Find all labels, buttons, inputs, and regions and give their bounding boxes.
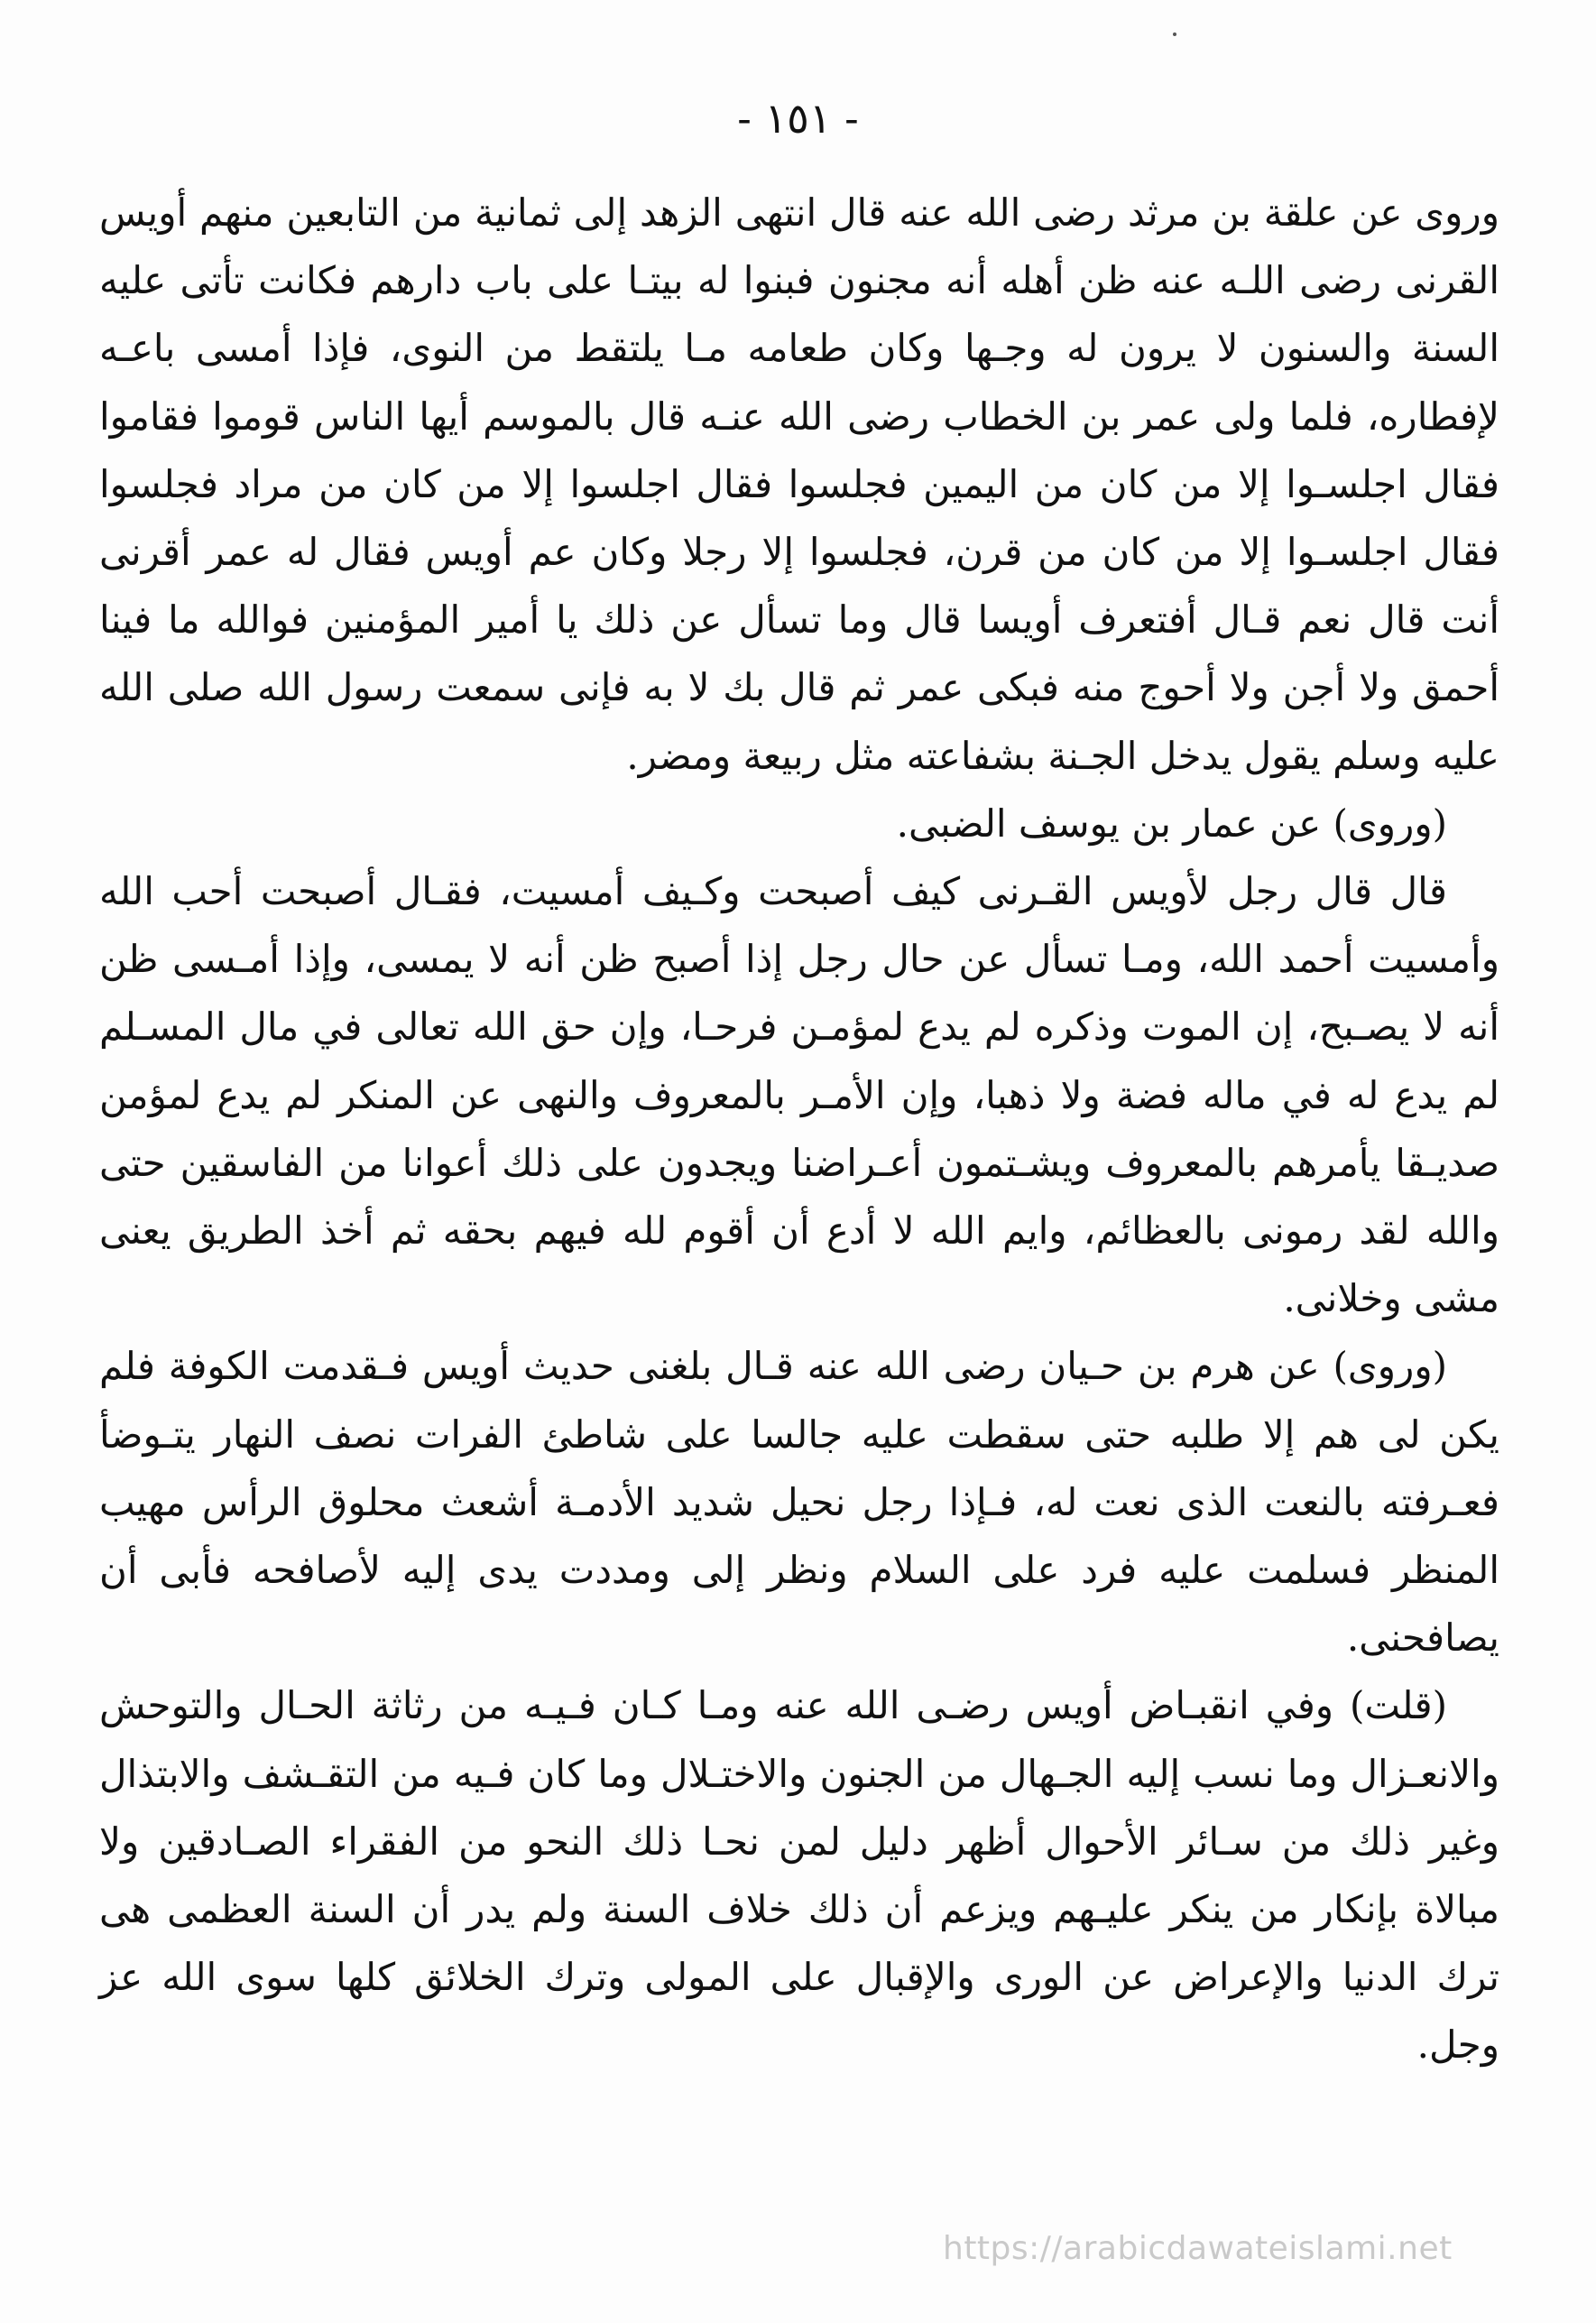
- paragraph: قال قال رجل لأويس القـرنى كيف أصبحت وكـيف أمسيت، فقـال أصبحت أحب الله وأمسيت أحمد الله، ومـا تسأل عن حال رجل إذا أصبح ظن أنه لا يمسى، وإذا أمـسى ظن أنه لا يصـبح، إن الموت وذكره لم يدع لمؤمـن فرحـا، وإن حق الله تعالى في مال المسـلم لم يدع له في ماله فضة ولا ذهبا، وإن الأمـر بالمعروف والنهى عن المنكر لم يدع لمؤمن صديـقا يأمرهم بالمعروف ويشـتمون أعـراضنا ويجدون على ذلك أعوانا من الفاسقين حتى والله لقد رمونى بالعظائم، وايم الله لا أدع أن أقوم لله فيهم بحقه ثم أخذ الطريق يعنى مشى وخلانى.: [99, 869, 1499, 1321]
- page-body: [99, 179, 1499, 2079]
- page-number: - ١٥١ -: [737, 94, 859, 143]
- source-watermark: https://arabicdawateislami.net: [943, 2230, 1453, 2267]
- paragraph: (وروى) عن عمار بن يوسف الضبى.: [896, 801, 1447, 846]
- paragraph: (وروى) عن هرم بن حـيان رضى الله عنه قـال بلغنى حديث أويس فـقدمت الكوفة فلم يكن لى هم إلا طلبه حتى سقطت عليه جالسا على شاطئ الفرات نصف النهار يتـوضأ فعـرفته بالنعت الذى نعت له، فـإذا رجل نحيل شديد الأدمـة أشعث محلوق الرأس مهيب المنظر فسلمت عليه فرد على السلام ونظر إلى ومددت يدى إليه لأصافحه فأبى أن يصافحنى.: [99, 1344, 1499, 1661]
- paragraph: وروى عن علقة بن مرثد رضى الله عنه قال انتهى الزهد إلى ثمانية من التابعين منهم أويس القرنى رضى اللـه عنه ظن أهله أنه مجنون فبنوا له بيتـا على باب دارهم فكانت تأتى عليه السنة والسنون لا يرون له وجـها وكان طعامه مـا يلتقط من النوى، فإذا أمسى باعـه لإفطاره، فلما ولى عمر بن الخطاب رضى الله عنـه قال بالموسم أيها الناس قوموا فقاموا فقال اجلسـوا إلا من كان من اليمين فجلسوا فقال اجلسوا إلا من كان من مراد فجلسوا فقال اجلسـوا إلا من كان من قرن، فجلسوا إلا رجلا وكان عم أويس فقال له عمر أقرنى أنت قال نعم قـال أفتعرف أويسا قال وما تسأل عن ذلك يا أمير المؤمنين فوالله ما فينا أحمق ولا أجن ولا أحوج منه فبكى عمر ثم قال بك لا به فإنى سمعت رسول الله صلى الله عليه وسلم يقول يدخل الجـنة بشفاعته مثل ربيعة ومضر.: [99, 190, 1499, 778]
- ink-speck: [1173, 32, 1176, 36]
- paragraph: (قلت) وفي انقبـاض أويس رضـى الله عنه ومـا كـان فـيـه من رثاثة الحـال والتوحش والانعـزال وما نسب إليه الجـهال من الجنون والاختـلال وما كان فـيه من التقـشف والابتذال وغير ذلك من سـائر الأحوال أظهر دليل لمن نحـا ذلك النحو من الفقراء الصـادقين ولا مبالاة بإنكار من ينكر عليـهم ويزعم أن ذلك خلاف السنة ولم يدر أن السنة العظمى هى ترك الدنيا والإعراض عن الورى والإقبال على المولى وترك الخلائق كلها سوى الله عز وجل.: [99, 1683, 1499, 2068]
